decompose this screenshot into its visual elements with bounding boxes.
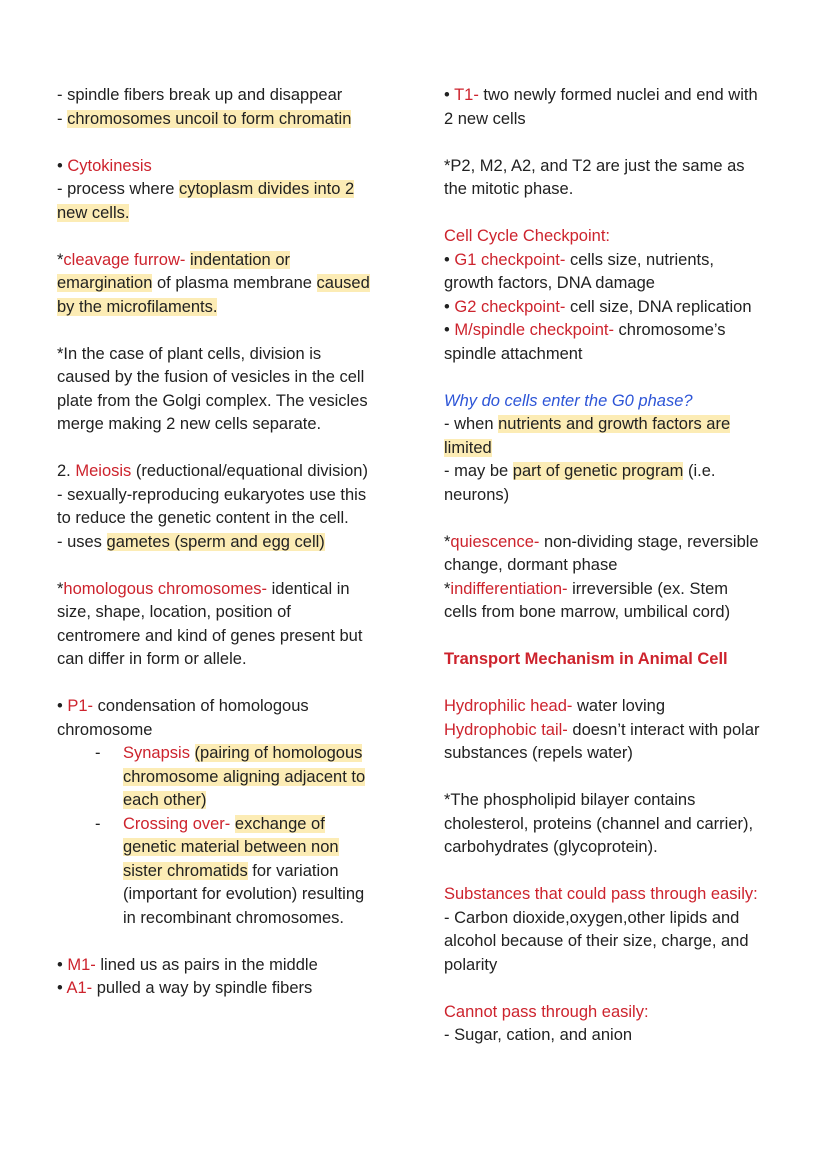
text-run: identical in size, shape, location, position of centromere and kind of genes present but can differ in form or allele. bbox=[57, 579, 363, 668]
paragraph bbox=[57, 343, 373, 437]
text-run: P1- bbox=[67, 697, 94, 715]
paragraph bbox=[444, 319, 762, 366]
dash-marker: - bbox=[95, 814, 101, 833]
left-column bbox=[57, 84, 373, 1001]
text-run: lined us as pairs in the middle bbox=[95, 955, 318, 974]
text-run: nutrients and growth factors are limited bbox=[444, 415, 731, 457]
text-run: - may be bbox=[444, 462, 513, 480]
text-run: Synapsis bbox=[123, 744, 190, 762]
text-run: Crossing over- bbox=[123, 814, 231, 833]
text-run: * bbox=[57, 250, 64, 269]
text-run: indentation or emargination bbox=[57, 250, 290, 292]
paragraph bbox=[57, 155, 373, 179]
paragraph bbox=[444, 695, 762, 719]
paragraph bbox=[57, 84, 373, 108]
text-run: M/spindle checkpoint- bbox=[454, 321, 614, 339]
text-run: two newly formed nuclei and end with 2 new cells bbox=[444, 86, 758, 128]
paragraph bbox=[444, 1001, 762, 1025]
text-run: T1- bbox=[454, 86, 479, 104]
text-run: indifferentiation- bbox=[450, 579, 568, 598]
text-run: Substances that could pass through easily: bbox=[444, 885, 758, 903]
text-run: homologous chromosomes- bbox=[63, 579, 268, 598]
paragraph bbox=[444, 413, 762, 460]
paragraph bbox=[444, 225, 762, 249]
text-run: • bbox=[57, 955, 68, 974]
text-run: cell size, DNA replication bbox=[565, 297, 752, 316]
paragraph bbox=[444, 907, 762, 978]
text-run: - when bbox=[444, 415, 499, 433]
text-run: • bbox=[444, 86, 455, 104]
text-run: • bbox=[444, 297, 455, 316]
paragraph bbox=[444, 390, 762, 414]
text-run: Why do cells enter the G0 phase? bbox=[444, 391, 693, 410]
paragraph bbox=[57, 531, 373, 555]
paragraph bbox=[57, 578, 373, 672]
text-run: A1- bbox=[66, 979, 93, 997]
text-run: • bbox=[444, 250, 455, 269]
text-run: - uses bbox=[57, 532, 107, 551]
text-run: Cannot pass through easily: bbox=[444, 1002, 649, 1021]
paragraph bbox=[444, 84, 762, 131]
sub-list-item bbox=[57, 742, 373, 813]
paragraph bbox=[57, 108, 373, 132]
text-run: water loving bbox=[572, 697, 666, 715]
text-run: * bbox=[57, 579, 64, 598]
text-run: • bbox=[57, 697, 68, 715]
text-run: part of genetic program bbox=[512, 462, 684, 480]
paragraph bbox=[444, 719, 762, 766]
text-run: - bbox=[57, 109, 68, 128]
text-run: • bbox=[57, 156, 68, 175]
text-run: * bbox=[444, 532, 451, 551]
text-run: Cell Cycle Checkpoint: bbox=[444, 227, 610, 245]
text-run: • bbox=[444, 321, 455, 339]
paragraph bbox=[57, 695, 373, 742]
text-run: exchange of genetic material between non sister chromatids bbox=[123, 814, 339, 880]
text-run: * bbox=[444, 579, 451, 598]
text-run: (pairing of homologous chromosome aligning adjacent to each other) bbox=[123, 744, 366, 809]
text-run: chromosome’s spindle attachment bbox=[444, 321, 726, 363]
text-run: gametes (sperm and egg cell) bbox=[106, 532, 325, 551]
text-run: Meiosis bbox=[75, 462, 132, 480]
text-run: • bbox=[57, 979, 67, 997]
text-run: cleavage furrow- bbox=[63, 250, 186, 269]
text-run: chromosomes uncoil to form chromatin bbox=[67, 109, 352, 128]
text-run: (reductional/equational division) bbox=[131, 462, 368, 480]
text-run: cells size, nutrients, growth factors, DNA damage bbox=[444, 250, 714, 292]
text-run: irreversible (ex. Stem cells from bone marrow, umbilical cord) bbox=[444, 579, 731, 621]
paragraph bbox=[57, 249, 373, 320]
paragraph bbox=[444, 578, 762, 625]
text-run: Hydrophobic tail- bbox=[444, 720, 568, 739]
text-run: pulled a way by spindle fibers bbox=[92, 979, 313, 997]
paragraph bbox=[444, 1024, 762, 1048]
text-run: G1 checkpoint- bbox=[454, 250, 566, 269]
text-run: - sexually-reproducing eukaryotes use this to reduce the genetic content in the cell. bbox=[57, 485, 367, 527]
text-run: - Sugar, cation, and anion bbox=[444, 1026, 633, 1044]
paragraph bbox=[57, 954, 373, 978]
text-run: for variation (important for evolution) resulting in recombinant chromosomes. bbox=[123, 861, 365, 927]
text-run: *The phospholipid bilayer contains cholesterol, proteins (channel and carrier), carbohydrates (glycoprotein). bbox=[444, 791, 754, 856]
text-run: caused by the microfilaments. bbox=[57, 274, 370, 316]
paragraph bbox=[444, 155, 762, 202]
text-run: Transport Mechanism in Animal Cell bbox=[444, 650, 728, 668]
text-run: M1- bbox=[67, 955, 96, 974]
text-run: Hydrophilic head- bbox=[444, 697, 573, 715]
text-run: *In the case of plant cells, division is caused by the fusion of vesicles in the cell plate from the Golgi complex. The vesicles merge making 2 new cells separate. bbox=[57, 344, 368, 433]
paragraph bbox=[57, 460, 373, 484]
paragraph bbox=[57, 178, 373, 225]
text-run: Cytokinesis bbox=[67, 156, 152, 175]
text-run: quiescence- bbox=[450, 532, 540, 551]
text-run: (i.e. neurons) bbox=[444, 462, 716, 504]
paragraph bbox=[444, 296, 762, 320]
right-column bbox=[444, 84, 762, 1048]
text-run: non-dividing stage, reversible change, dormant phase bbox=[444, 532, 759, 574]
text-run: doesn’t interact with polar substances (repels water) bbox=[444, 720, 760, 762]
paragraph bbox=[444, 531, 762, 578]
text-run: G2 checkpoint- bbox=[454, 297, 566, 316]
text-run: - Carbon dioxide,oxygen,other lipids and alcohol because of their size, charge, and polarity bbox=[444, 908, 749, 974]
text-run: of plasma membrane bbox=[152, 274, 317, 292]
paragraph bbox=[57, 484, 373, 531]
text-run: 2. bbox=[57, 462, 76, 480]
paragraph bbox=[444, 883, 762, 907]
text-run: cytoplasm divides into 2 new cells. bbox=[57, 180, 355, 222]
paragraph bbox=[57, 977, 373, 1001]
sub-list-item bbox=[57, 813, 373, 931]
text-run: condensation of homologous chromosome bbox=[57, 697, 309, 739]
paragraph bbox=[444, 249, 762, 296]
text-run: *P2, M2, A2, and T2 are just the same as the mitotic phase. bbox=[444, 156, 745, 198]
text-run bbox=[190, 744, 195, 762]
text-run: - spindle fibers break up and disappear bbox=[57, 86, 343, 104]
dash-marker: - bbox=[95, 744, 101, 762]
paragraph bbox=[444, 789, 762, 860]
paragraph bbox=[444, 460, 762, 507]
text-run: - process where bbox=[57, 180, 179, 198]
paragraph bbox=[444, 648, 762, 672]
